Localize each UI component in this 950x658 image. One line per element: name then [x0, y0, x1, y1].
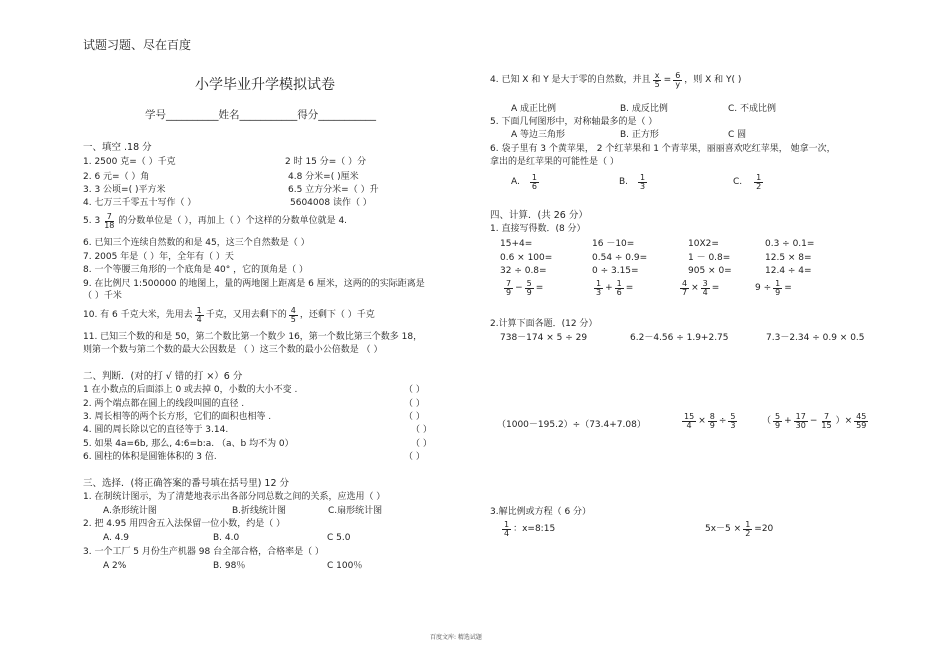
choice-q4-prefix: 4. 已知 X 和 Y 是大于零的自然数，并且	[490, 75, 651, 86]
choice-q6-option-b	[619, 174, 649, 192]
frac-numerator: 5	[526, 279, 532, 288]
direct-calc-cell: 0 ÷ 3.15=	[592, 266, 639, 276]
equals-sign: =	[711, 283, 720, 294]
choice-q6a: 6. 袋子里有 3 个黄苹果， 2 个红苹果和 1 个青苹果，丽丽喜欢吃红苹果， 她拿一次，	[490, 144, 836, 154]
frac-numerator: 1	[504, 520, 510, 529]
fill-q3a: 3. 3 公顷=( )平方米	[83, 185, 166, 195]
choice-q4-denominator-1: 5	[654, 80, 660, 90]
choice-q5-option-a: A 等边三角形	[511, 130, 566, 140]
judge-item-3: 3. 周长相等的两个长方形，它们的面积也相等 .	[83, 412, 272, 422]
step-calc-2: 6.2－4.56 ÷ 1.9+2.75	[630, 333, 729, 343]
frac-numerator: 1	[616, 279, 622, 288]
choice-q6-option-b-label: B.	[619, 177, 629, 188]
fill-q5	[83, 213, 347, 231]
choice-q6b: 拿出的是红苹果的可能性是（ ）	[490, 157, 619, 167]
frac-denominator: 30	[795, 421, 806, 431]
fill-q4b: 5604008 读作（ ）	[290, 198, 372, 208]
frac-denominator: 9	[775, 288, 781, 298]
choice-q6-option-a-fraction	[530, 174, 539, 192]
fill-q11b: 则第一个数与第二个数的最大公因数是 （ ）这三个数的最小公倍数是 （ ）	[83, 345, 383, 355]
step-calc-3: 7.3－2.34 ÷ 0.9 × 0.5	[766, 333, 865, 343]
section2-title: 二、判断．(对的打 √ 错的打 ×）6 分	[83, 371, 243, 382]
choice-q4-fraction-1	[653, 72, 662, 90]
step-calc-1: 738－174 × 5 ÷ 29	[500, 333, 588, 343]
judge-answer-6: （ ）	[404, 452, 425, 462]
paren-close: ）	[835, 416, 845, 427]
frac-numerator: 7	[823, 412, 830, 421]
choice-q4	[490, 72, 741, 90]
fill-q10-suffix: ，还剩下（ ）千克	[299, 310, 375, 321]
choice-q4-option-b: B. 成反比例	[620, 104, 668, 114]
frac-denominator: 4	[702, 288, 708, 298]
choice-q6-option-b-denominator: 3	[640, 182, 646, 192]
fill-q2b: 4.8 分米=( )厘米	[288, 172, 359, 182]
frac-denominator: 7	[682, 288, 688, 298]
choice-q3-option-a: A 2%	[103, 561, 127, 571]
section3-title: 三、选择．(将正确答案的番号填在括号里) 12 分	[83, 478, 290, 489]
fill-q10-middle: 千克，又用去剩下的	[205, 310, 287, 321]
direct-calc-cell: 16 －10=	[592, 239, 635, 249]
frac-denominator: 4	[504, 529, 510, 539]
fill-q5-text: 的分数单位是（ ），再加上（ ）个这样的分数单位就是 4.	[118, 216, 348, 227]
direct-calc-fraction-3	[678, 280, 719, 298]
frac-numerator: 3	[702, 279, 708, 288]
operator: ÷	[718, 416, 727, 427]
judge-answer-3: （ ）	[404, 412, 425, 422]
choice-q1-option-a: A.条形统计图	[103, 506, 157, 516]
operator: −	[809, 416, 818, 427]
choice-q6-option-b-fraction	[638, 174, 647, 192]
choice-q4-fraction-2	[673, 72, 682, 90]
frac-numerator: 17	[795, 412, 806, 421]
step-calc-5	[680, 413, 739, 431]
direct-calc-cell: 12.5 × 8=	[765, 253, 812, 263]
choice-q5: 5. 下面几何图形中，对称轴最多的是（ ）	[490, 117, 658, 127]
direct-calc-cell: 1 － 0.8=	[688, 253, 731, 263]
operator: ×	[691, 283, 699, 294]
step-calc-title: 2.计算下面各题．(12 分）	[490, 319, 598, 329]
section1-title: 一、填空 .18 分	[83, 142, 152, 153]
step-calc-4: （1000－195.2）÷（73.4+7.08）	[497, 420, 646, 430]
direct-calc-cell: 12.4 ÷ 4=	[765, 266, 812, 276]
choice-q4-option-a: A 成正比例	[511, 104, 557, 114]
choice-q1-option-c: C.扇形统计图	[328, 506, 383, 516]
choice-q1: 1. 在制统计图示，为了清楚地表示出各部分同总数之间的关系，应选用（ ）	[83, 492, 386, 502]
fill-q1b: 2 时 15 分=（ ）分	[285, 157, 367, 167]
direct-calc-fraction-4	[755, 280, 792, 298]
choice-q6-option-c-label: C.	[733, 177, 743, 188]
fill-q11a: 11. 已知三个数的和是 50，第二个数比第一个数少 16，第一个数比第三个数多 18，	[83, 332, 423, 342]
footer-source: 百度文库: 精选试题	[430, 634, 482, 641]
paren-open: （	[762, 416, 772, 427]
operator: ×	[698, 416, 706, 427]
choice-q4-equals: =	[663, 75, 672, 86]
judge-item-1: 1 在小数点的后面添上 0 或去掉 0，小数的大小不变 .	[83, 385, 298, 395]
fill-q10-numerator-1: 1	[196, 306, 202, 315]
judge-answer-1: （ ）	[404, 385, 425, 395]
judge-item-2: 2. 两个端点都在圆上的线段叫圆的直径 .	[83, 399, 245, 409]
choice-q4-option-c: C. 不成比例	[728, 104, 777, 114]
direct-calc-fraction-1	[502, 280, 543, 298]
choice-q6-option-a-denominator: 6	[531, 182, 537, 192]
fill-q9b: （ ）千米	[83, 291, 122, 301]
operator: ×	[844, 416, 853, 427]
frac-denominator: 4	[686, 421, 692, 431]
equals-sign: =	[784, 283, 792, 294]
fill-q10	[83, 307, 375, 325]
choice-q4-numerator-2: 6	[675, 71, 681, 80]
judge-answer-2: （ ）	[404, 399, 425, 409]
choice-q6-option-c-denominator: 2	[756, 182, 762, 192]
equation-2-prefix: 5x－5 ×	[705, 524, 742, 535]
direct-calc-cell: 905 × 0=	[688, 266, 732, 276]
choice-q1-option-b: B.折线统计图	[232, 506, 287, 516]
choice-q4-numerator-1: x	[654, 71, 660, 80]
equals-sign: =	[535, 283, 544, 294]
fill-q10-fraction-1	[195, 307, 204, 325]
frac-denominator: 15	[821, 421, 832, 431]
frac-numerator: 5	[730, 412, 736, 421]
choice-q3-option-c: C 100％	[327, 561, 363, 571]
fill-q5-prefix: 5. 3	[83, 216, 101, 227]
choice-q6-option-a-label: A.	[511, 177, 520, 188]
choice-q6-option-c	[733, 174, 765, 192]
judge-item-6: 6. 圆柱的体积是圆锥体积的 3 倍.	[83, 452, 217, 462]
exam-title: 小学毕业升学模拟试卷	[195, 77, 335, 93]
operator: −	[515, 283, 523, 294]
judge-item-4: 4. 圆的周长除以它的直径等于 3.14.	[83, 425, 229, 435]
choice-q6-option-c-fraction	[754, 174, 763, 192]
frac-numerator: 1	[745, 520, 751, 529]
frac-numerator: 15	[684, 412, 695, 421]
choice-q3: 3. 一个工厂 5 月份生产机器 98 台全部合格，合格率是（ ）	[83, 547, 324, 557]
equation-1-text: ：x=8:15	[513, 524, 556, 535]
direct-calc-cell: 10X2=	[688, 239, 719, 249]
frac-denominator: 2	[745, 529, 751, 539]
frac-numerator: 5	[775, 412, 781, 421]
choice-q6-option-a-numerator: 1	[531, 173, 537, 182]
frac-denominator: 9	[709, 421, 715, 431]
direct-calc-cell: 0.54 ÷ 0.9=	[592, 253, 648, 263]
choice-q2: 2. 把 4.95 用四舍五入法保留一位小数，约是（ ）	[83, 519, 286, 529]
direct-calc-title: 1. 直接写得数．(8 分）	[490, 224, 586, 234]
frac-denominator: 9	[506, 288, 512, 298]
choice-q5-option-c: C 圆	[728, 130, 747, 140]
operator: 9 ÷	[755, 283, 772, 294]
choice-q2-option-a: A. 4.9	[103, 533, 130, 543]
fill-q8: 8. 一个等腰三角形的一个底角是 40° ，它的顶角是（ ）	[83, 265, 308, 275]
fill-q2a: 2. 6 元=（ ）角	[83, 172, 150, 182]
section4-title: 四、计算．(共 26 分）	[490, 210, 588, 221]
choice-q3-option-b: B. 98％	[213, 561, 246, 571]
frac-numerator: 45	[856, 412, 867, 421]
judge-answer-4: （ ）	[411, 425, 432, 435]
fill-q6: 6. 已知三个连续自然数的和是 45，这三个自然数是（ ）	[83, 238, 310, 248]
choice-q2-option-b: B. 4.0	[213, 533, 240, 543]
judge-item-5: 5. 如果 4a=6b, 那么, 4:6=b:a. （a、b 均不为 0）	[83, 439, 294, 449]
frac-denominator: 3	[730, 421, 736, 431]
equation-title: 3.解比例或方程（ 6 分）	[490, 507, 592, 517]
frac-denominator: 6	[616, 288, 622, 298]
fill-q4a: 4. 七万三千零五十写作（ ）	[83, 198, 197, 208]
frac-numerator: 1	[596, 279, 602, 288]
frac-denominator: 9	[526, 288, 532, 298]
equation-2-suffix: =20	[754, 524, 774, 535]
student-info-line: 学号__________姓名___________得分___________	[145, 109, 376, 121]
frac-numerator: 1	[775, 279, 781, 288]
choice-q5-option-b: B. 正方形	[620, 130, 659, 140]
choice-q6-option-c-numerator: 1	[756, 173, 762, 182]
frac-denominator: 9	[775, 421, 781, 431]
fill-q1a: 1. 2500 克=（ ）千克	[83, 157, 176, 167]
equation-2	[705, 521, 773, 539]
choice-q4-denominator-2: y	[675, 80, 681, 90]
judge-answer-5: （ ）	[411, 439, 432, 449]
fill-q10-numerator-2: 4	[290, 306, 296, 315]
choice-q4-suffix: ，则 X 和 Y( )	[684, 75, 742, 86]
choice-q6-option-a	[511, 174, 541, 192]
frac-numerator: 8	[709, 412, 715, 421]
fill-q5-numerator: 7	[106, 212, 112, 221]
equals-sign: =	[625, 283, 634, 294]
frac-numerator: 4	[682, 279, 688, 288]
direct-calc-cell: 15+4=	[500, 239, 533, 249]
direct-calc-cell: 0.6 × 100=	[500, 253, 553, 263]
frac-denominator: 59	[856, 421, 867, 431]
direct-calc-cell: 32 ÷ 0.8=	[500, 266, 547, 276]
fill-q10-fraction-2	[289, 307, 298, 325]
fill-q5-fraction	[102, 213, 116, 231]
fill-q9a: 9. 在比例尺 1:500000 的地图上，量的两地图上距离是 6 厘米，这两的的实际距离是	[83, 279, 425, 289]
equation-1	[500, 521, 555, 539]
choice-q2-option-c: C 5.0	[327, 533, 351, 543]
choice-q6-option-b-numerator: 1	[640, 173, 646, 182]
step-calc-6	[762, 413, 870, 431]
frac-denominator: 3	[596, 288, 602, 298]
fill-q5-denominator: 18	[104, 221, 115, 231]
header-note: 试题习题、尽在百度	[83, 38, 192, 52]
operator: +	[784, 416, 792, 427]
frac-numerator: 7	[506, 279, 512, 288]
operator: +	[605, 283, 613, 294]
direct-calc-fraction-2	[592, 280, 633, 298]
fill-q10-prefix: 10. 有 6 千克大米，先用去	[83, 310, 193, 321]
fill-q10-denominator-1: 4	[196, 315, 202, 325]
direct-calc-cell: 0.3 ÷ 0.1=	[765, 239, 815, 249]
fill-q3b: 6.5 立方分米=（ ）升	[288, 185, 379, 195]
fill-q10-denominator-2: 5	[290, 315, 296, 325]
fill-q7: 7. 2005 年是（ ）年，全年有（ ）天	[83, 252, 234, 262]
